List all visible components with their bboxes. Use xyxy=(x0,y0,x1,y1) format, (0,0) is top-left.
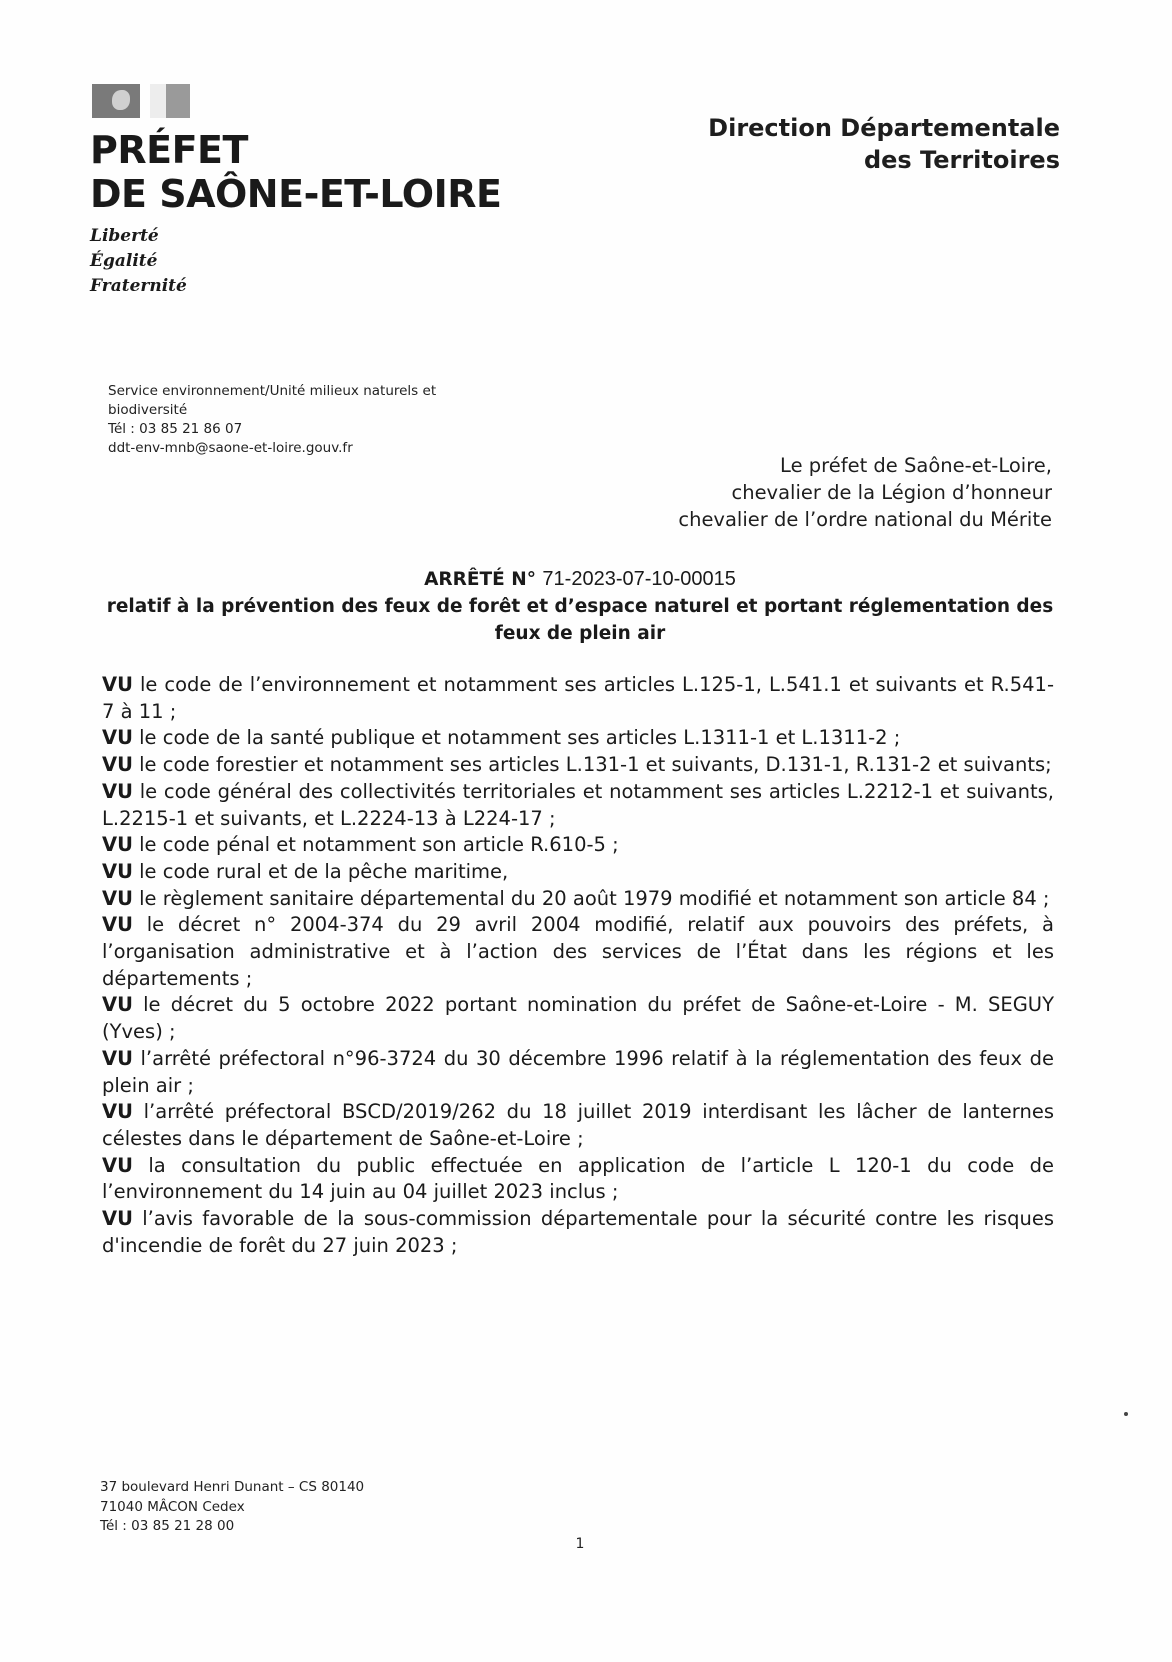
service-name-line2: biodiversité xyxy=(108,402,188,418)
page-number: 1 xyxy=(575,1536,585,1552)
visas-list xyxy=(102,672,1054,1259)
footer-address-line2: 71040 MÂCON Cedex xyxy=(100,1498,245,1515)
visa-item xyxy=(102,992,1054,1045)
visa-item xyxy=(102,886,1054,913)
motto-liberte: Liberté xyxy=(90,226,159,246)
prefet-title-line1: PRÉFET xyxy=(90,128,248,172)
prefet-title-line2: DE SAÔNE-ET-LOIRE xyxy=(90,172,502,216)
service-contact xyxy=(108,382,508,458)
arrete-number: 71-2023-07-10-00015 xyxy=(542,568,736,590)
prefect-line1: Le préfet de Saône-et-Loire, xyxy=(780,454,1052,477)
visa-text: le décret n° 2004-374 du 29 avril 2004 modifié, relatif aux pouvoirs des préfets, à l’organisation administrative et à l’action des services de l’État dans les régions et les départements ; xyxy=(102,913,1054,990)
republic-motto xyxy=(90,224,510,299)
service-phone: Tél : 03 85 21 86 07 xyxy=(108,421,243,437)
visa-item xyxy=(102,832,1054,859)
visa-text: le règlement sanitaire départemental du 20 août 1979 modifié et notamment son article 84 ; xyxy=(139,886,1050,910)
visa-text: le code rural et de la pêche maritime, xyxy=(139,859,509,883)
visa-vu-label: VU xyxy=(102,1100,133,1124)
direction-line2: des Territoires xyxy=(863,146,1060,174)
visa-item xyxy=(102,779,1054,832)
visa-text: le code général des collectivités territoriales et notamment ses articles L.2212-1 et suivants, L.2215-1 et suivants, et L.2224-13 à L224-17 ; xyxy=(102,779,1054,830)
motto-fraternite: Fraternité xyxy=(90,276,187,296)
visa-text: le code forestier et notamment ses articles L.131-1 et suivants, D.131-1, R.131-2 et suivants; xyxy=(139,753,1052,777)
prefecture-logo-block xyxy=(90,82,510,299)
visa-item xyxy=(102,752,1054,779)
visa-vu-label: VU xyxy=(102,859,133,883)
visa-item xyxy=(102,672,1054,725)
visa-vu-label: VU xyxy=(102,833,133,857)
arrete-label: ARRÊTÉ N° xyxy=(424,569,536,590)
visa-item xyxy=(102,1099,1054,1152)
footer-address xyxy=(100,1478,460,1537)
prefect-line2: chevalier de la Légion d’honneur xyxy=(731,481,1052,504)
visa-text: la consultation du public effectuée en application de l’article L 120-1 du code de l’environnement du 14 juin au 04 juillet 2023 inclus ; xyxy=(102,1153,1054,1204)
scan-speck xyxy=(1124,1412,1128,1416)
marianne-logo-icon xyxy=(90,82,195,120)
visa-vu-label: VU xyxy=(102,779,133,803)
visa-text: l’arrêté préfectoral n°96-3724 du 30 décembre 1996 relatif à la réglementation des feux de plein air ; xyxy=(102,1046,1054,1097)
footer-phone: Tél : 03 85 21 28 00 xyxy=(100,1518,235,1534)
visa-item xyxy=(102,859,1054,886)
visa-vu-label: VU xyxy=(102,726,133,750)
direction-header xyxy=(708,112,1060,176)
service-name-line1: Service environnement/Unité milieux naturels et xyxy=(108,383,437,399)
visa-item xyxy=(102,912,1054,992)
arrete-title xyxy=(100,566,1060,647)
visa-item xyxy=(102,1046,1054,1099)
visa-vu-label: VU xyxy=(102,673,133,696)
visa-vu-label: VU xyxy=(102,1153,133,1177)
visa-text: l’avis favorable de la sous-commission départementale pour la sécurité contre les risques d'incendie de forêt du 27 juin 2023 ; xyxy=(102,1207,1054,1257)
visa-text: le code de la santé publique et notamment ses articles L.1311-1 et L.1311-2 ; xyxy=(139,726,901,750)
prefect-titles xyxy=(678,452,1052,533)
prefect-line3: chevalier de l’ordre national du Mérite xyxy=(678,508,1052,531)
arrete-number-line xyxy=(100,566,1060,593)
visa-text: le décret du 5 octobre 2022 portant nomination du préfet de Saône-et-Loire - M. SEGUY (Yves) ; xyxy=(102,993,1054,1044)
direction-line1: Direction Départementale xyxy=(708,114,1060,142)
footer-address-line1: 37 boulevard Henri Dunant – CS 80140 xyxy=(100,1479,365,1495)
visa-vu-label: VU xyxy=(102,1046,133,1070)
visa-text: le code pénal et notamment son article R.610-5 ; xyxy=(139,833,619,857)
visa-vu-label: VU xyxy=(102,993,133,1017)
visa-item xyxy=(102,1153,1054,1206)
visa-vu-label: VU xyxy=(102,886,133,910)
visa-vu-label: VU xyxy=(102,753,133,777)
visa-text: le code de l’environnement et notamment ses articles L.125-1, L.541.1 et suivants et R.541-7 à 11 ; xyxy=(102,673,1054,723)
visa-item xyxy=(102,725,1054,752)
service-email: ddt-env-mnb@saone-et-loire.gouv.fr xyxy=(108,440,353,456)
visa-text: l’arrêté préfectoral BSCD/2019/262 du 18 juillet 2019 interdisant les lâcher de lanternes célestes dans le département de Saône-et-Loire ; xyxy=(102,1100,1054,1150)
visa-item xyxy=(102,1206,1054,1259)
arrete-subject: relatif à la prévention des feux de forêt et d’espace naturel et portant réglementation des feux de plein air xyxy=(106,596,1054,644)
prefet-title xyxy=(90,128,510,216)
visa-vu-label: VU xyxy=(102,1207,133,1231)
motto-egalite: Égalité xyxy=(90,251,158,271)
visa-vu-label: VU xyxy=(102,913,133,937)
